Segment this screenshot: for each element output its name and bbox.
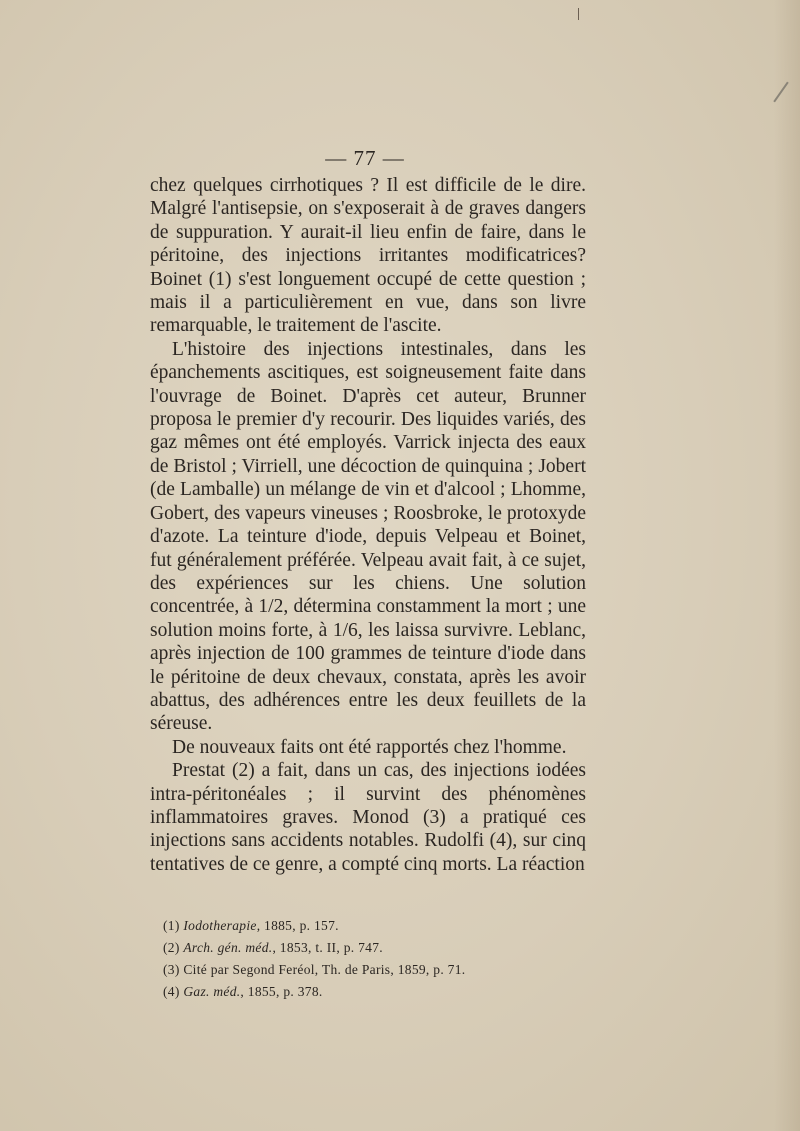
footnote-number: (1) [163,918,180,933]
footnotes [163,915,603,1003]
footnote-number: (2) [163,940,180,955]
footnote-source: Cité par Segond Feréol, Th. de Paris [183,962,391,977]
footnote-detail: , 1853, t. II, p. 747. [272,940,383,955]
page-edge-shadow [774,0,800,1131]
paragraph-2: L'histoire des injections intestinales, dans les épanchements ascitiques, est soigneusement faite dans l'ouvrage de Boinet. D'après cet auteur, Brunner proposa le premier d'y recourir. Des liquides variés, des gaz mêmes ont été employés. Varrick injecta des eaux de Bristol ; Virriell, une décoction de quinquina ; Jobert (de Lamballe) un mélange de vin et d'alcool ; Lhomme, Gobert, des vapeurs vineuses ; Roosbroke, le protoxyde d'azote. La teinture d'iode, depuis Velpeau et Boinet, fut généralement préférée. Velpeau avait fait, à ce sujet, des expériences sur les chiens. Une solution concentrée, à 1/2, détermina constamment la mort ; une solution moins forte, à 1/6, les laissa survivre. Leblanc, après injection de 100 grammes de teinture d'iode dans le péritoine de deux chevaux, constata, après les avoir abattus, des adhérences entre les deux feuillets de la séreuse. [150,338,586,735]
page-mark [578,8,579,20]
footnote-3 [163,959,603,981]
paragraph-4: Prestat (2) a fait, dans un cas, des injections iodées intra-péritonéales ; il survint des phénomènes inflammatoires graves. Monod (3) a pratiqué ces injections sans accidents notables. Rudolfi (4), sur cinq tentatives de ce genre, a compté cinq morts. La réaction [150,760,586,875]
page-number: — 77 — [325,146,405,170]
paragraph-3: De nouveaux faits ont été rapportés chez l'homme. [172,736,567,758]
footnote-source: Arch. gén. méd. [183,940,273,955]
footnote-detail: , 1855, p. 378. [240,984,323,999]
footnote-detail: , 1885, p. 157. [256,918,339,933]
footnote-number: (3) [163,962,180,977]
footnote-1 [163,915,603,937]
body-text [150,174,586,876]
footnote-source: Gaz. méd. [183,984,241,999]
footnote-source: Iodotherapie [183,918,257,933]
footnote-2 [163,937,603,959]
footnote-number: (4) [163,984,180,999]
footnote-detail: , 1859, p. 71. [390,962,466,977]
paragraph-1: chez quelques cirrhotiques ? Il est difficile de le dire. Malgré l'antisepsie, on s'exposerait à de graves dangers de suppuration. Y aurait-il lieu enfin de faire, dans le péritoine, des injections irritantes modificatrices? Boinet (1) s'est longuement occupé de cette question ; mais il a particulièrement en vue, dans son livre remarquable, le traitement de l'ascite. [150,175,586,337]
footnote-4 [163,981,603,1003]
